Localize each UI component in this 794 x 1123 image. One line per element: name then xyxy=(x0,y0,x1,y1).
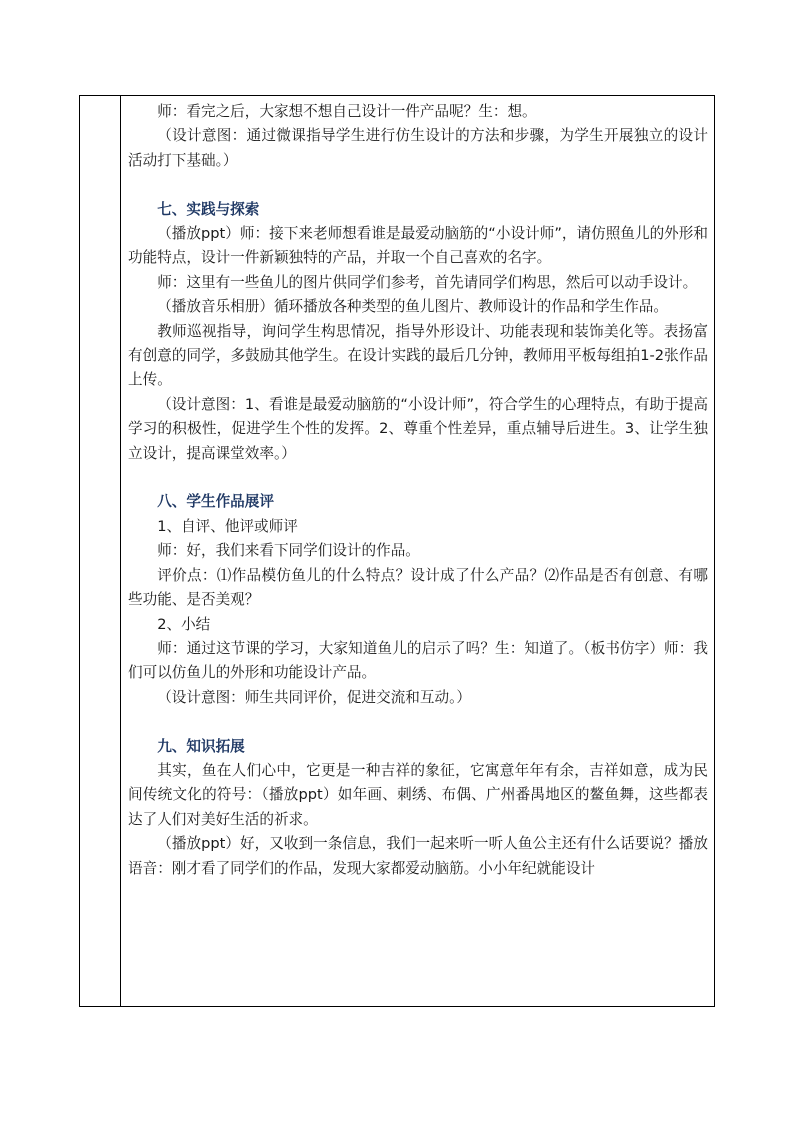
paragraph: 2、小结 xyxy=(157,615,211,633)
paragraph: 1、自评、他评或师评 xyxy=(157,517,298,535)
section-heading-9: 九、知识拓展 xyxy=(157,737,245,755)
design-intent-paragraph: （设计意图：通过微课指导学生进行仿生设计的方法和步骤，为学生开展独立的设计活动打下基础。） xyxy=(128,127,708,169)
paragraph: （播放ppt）师：接下来老师想看谁是最爱动脑筋的“小设计师”，请仿照鱼儿的外形和功能特点，设计一件新颖独特的产品，并取一个自己喜欢的名字。 xyxy=(128,225,708,267)
paragraph: 师：好，我们来看下同学们设计的作品。 xyxy=(157,542,420,560)
paragraph: 师：看完之后，大家想不想自己设计一件产品呢？生：想。 xyxy=(157,103,537,120)
paragraph: （播放音乐相册）循环播放各种类型的鱼儿图片、教师设计的作品和学生作品。 xyxy=(157,298,668,316)
design-intent-paragraph: （设计意图：1、看谁是最爱动脑筋的“小设计师”，符合学生的心理特点，有助于提高学习的积极性，促进学生个性的发挥。2、尊重个性差异，重点辅导后进生。3、让学生独立设计，提高课堂效率。） xyxy=(128,395,708,462)
design-intent-paragraph: （设计意图：师生共同评价，促进交流和互动。） xyxy=(157,688,471,706)
paragraph: 其实，鱼在人们心中，它更是一种吉祥的象征，它寓意年年有余，吉祥如意，成为民间传统文化的符号：（播放ppt）如年画、刺绣、布偶、广州番禺地区的鳌鱼舞，这些都表达了人们对美好生活的祈求。 xyxy=(128,761,708,828)
lesson-table xyxy=(79,95,715,1007)
lesson-content xyxy=(128,100,708,881)
table-left-column xyxy=(80,96,121,1006)
paragraph: （播放ppt）好，又收到一条信息，我们一起来听一听人鱼公主还有什么话要说？播放语音：刚才看了同学们的作品，发现大家都爱动脑筋。小小年纪就能设计 xyxy=(128,835,708,877)
paragraph: 师：这里有一些鱼儿的图片供同学们参考，首先请同学们构思，然后可以动手设计。 xyxy=(157,273,698,291)
paragraph: 教师巡视指导，询问学生构思情况，指导外形设计、功能表现和装饰美化等。表扬富有创意的同学，多鼓励其他学生。在设计实践的最后几分钟，教师用平板每组拍1-2张作品上传。 xyxy=(128,322,708,389)
paragraph: 评价点：⑴作品模仿鱼儿的什么特点？设计成了什么产品？⑵作品是否有创意、有哪些功能、是否美观？ xyxy=(128,566,708,609)
paragraph: 师：通过这节课的学习，大家知道鱼儿的启示了吗？生：知道了。（板书仿字）师：我们可以仿鱼儿的外形和功能设计产品。 xyxy=(128,639,708,682)
section-heading-7: 七、实践与探索 xyxy=(157,200,260,218)
section-heading-8: 八、学生作品展评 xyxy=(157,493,274,511)
